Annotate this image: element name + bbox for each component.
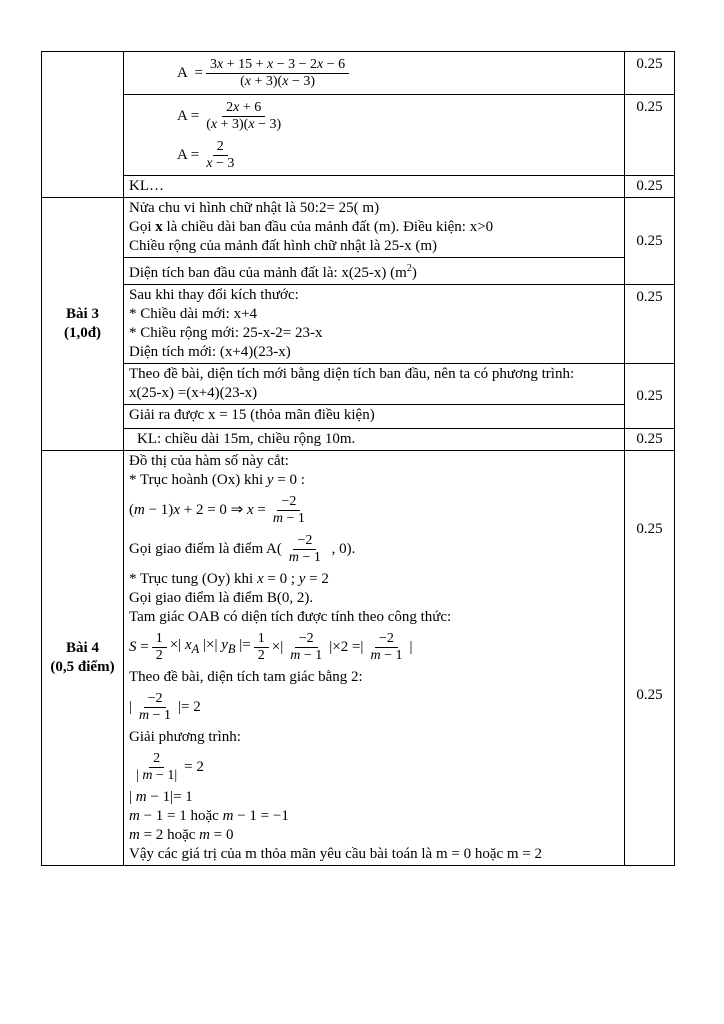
row-equation xyxy=(124,363,674,428)
block-bai2 xyxy=(42,52,674,197)
content-cell xyxy=(124,176,624,197)
points-cell xyxy=(624,451,674,865)
question-label-empty xyxy=(42,52,124,197)
fraction: $\frac{-2}{m - 1}$ xyxy=(139,691,172,723)
formula-abs-eq-2: | $\frac{-2}{m - 1}$ |= 2 xyxy=(129,691,201,723)
points-cell: 0.25 xyxy=(624,364,674,428)
fraction-denominator: (x + 3)(x − 3) xyxy=(206,117,282,132)
points-cell: 0.25 xyxy=(624,95,674,175)
solution-line-cases: m = 2 hoặc m = 0 xyxy=(129,827,234,843)
conclusion-text: Vậy các giá trị của m thỏa mãn yêu cầu bài toán là m = 0 hoặc m = 2 xyxy=(129,846,543,862)
block-bai3 xyxy=(42,197,674,450)
grading-rubric-table xyxy=(41,51,675,866)
content-cell xyxy=(124,364,624,404)
fraction: $\frac{1}{2}$ xyxy=(152,631,167,664)
formula-area: S = $\frac{1}{2}$ ×| $x_A$ |×| $y_B$ |= $\frac{1}{2}$ ×| $\frac{-2}{m - 1}$ |×2 =| $\frac{-2}{m - 1}$ | xyxy=(129,631,413,663)
points-cell: 0.25 xyxy=(624,176,674,197)
fraction xyxy=(202,100,285,133)
solution-line: * Chiều dài mới: x+4 xyxy=(129,306,258,322)
formula-lhs: A = xyxy=(177,108,200,124)
points-value: 0.25 xyxy=(636,687,663,703)
formula-lhs: A = xyxy=(177,64,203,81)
points-cell: 0.25 xyxy=(624,52,674,94)
solution-line: Diện tích mới: (x+4)(23-x) xyxy=(129,344,291,360)
points-cell: 0.25 xyxy=(624,198,674,284)
fraction: $\frac{1}{2}$ xyxy=(254,631,269,664)
fraction-denominator: (x + 3)(x − 3) xyxy=(240,73,315,89)
fraction-numerator: 2 xyxy=(213,139,228,156)
formula-a2 xyxy=(129,98,619,135)
block-bai2-rows xyxy=(124,52,674,197)
line-point-a: Gọi giao điểm là điểm A( $\frac{-2}{m - 1}$ , 0). xyxy=(129,533,356,565)
content-cell xyxy=(124,404,624,428)
solution-line: x(25-x) =(x+4)(23-x) xyxy=(129,385,258,401)
content-cell xyxy=(124,451,624,865)
row-a2 xyxy=(124,94,674,175)
solution-line-cases: m − 1 = 1 hoặc m − 1 = −1 xyxy=(129,808,289,824)
solution-line: Chiều rộng của mảnh đất hình chữ nhật là 25-x (m) xyxy=(129,238,438,254)
formula-abs-m: | m − 1|= 1 xyxy=(129,789,193,805)
fraction: $\frac{2}{| m - 1|}$ xyxy=(136,751,178,783)
solution-line: Diện tích ban đầu của mảnh đất là: x(25-x) $(m^2)$ xyxy=(129,263,417,281)
row-new-dimensions xyxy=(124,284,674,363)
formula-lhs: (m − 1)x + 2 = 0 ⇒ x = xyxy=(129,502,266,518)
solution-line: Nửa chu vi hình chữ nhật là 50:2= 25( m) xyxy=(129,200,380,216)
row-setup xyxy=(124,198,674,284)
question-number: Bài 3 xyxy=(66,306,99,322)
solution-line: Tam giác OAB có diện tích được tính theo công thức: xyxy=(129,609,452,625)
fraction-numerator: 2x + 6 xyxy=(222,100,265,117)
question-label-bai4 xyxy=(42,451,124,865)
row-kl xyxy=(124,175,674,197)
fraction: $\frac{-2}{m - 1}$ xyxy=(272,494,305,526)
points-cell: 0.25 xyxy=(624,429,674,450)
points-cell: 0.25 xyxy=(624,285,674,363)
content-cell xyxy=(124,52,624,94)
block-bai4 xyxy=(42,450,674,865)
block-bai3-rows xyxy=(124,198,674,450)
math-inline: y = 0 : xyxy=(266,472,305,488)
fraction-numerator: 3x + 15 + x − 3 − 2x − 6 xyxy=(206,57,349,74)
solution-line: * Trục hoành (Ox) khi y = 0 : xyxy=(129,472,305,488)
content-cell xyxy=(124,95,624,175)
formula-solve: $\frac{2}{| m - 1|}$ = 2 xyxy=(129,749,619,786)
question-label-bai3 xyxy=(42,198,124,450)
fraction: $\frac{-2}{m - 1}$ xyxy=(290,631,323,663)
solution-line: Gọi x là chiều dài ban đầu của mảnh đất (m). Điều kiện: x>0 xyxy=(129,219,494,235)
points-value: 0.25 xyxy=(636,521,663,537)
solution-line: Gọi giao điểm là điểm B(0, 2). xyxy=(129,590,314,606)
row-a1 xyxy=(124,52,674,94)
fraction: $\frac{-2}{m - 1}$ xyxy=(370,631,403,663)
fraction-denominator: x − 3 xyxy=(206,156,235,171)
superscript: 2 xyxy=(406,263,412,274)
formula-a1 xyxy=(129,55,352,92)
solution-line: Theo đề bài, diện tích mới bằng diện tích ban đầu, nên ta có phương trình: xyxy=(129,366,575,382)
solution-line: Giải phương trình: xyxy=(129,729,241,745)
content-cell xyxy=(124,429,624,450)
variable-x: x xyxy=(155,219,163,235)
content-cell xyxy=(124,285,624,363)
question-points: (0,5 điểm) xyxy=(50,659,115,675)
row-bai4-solution xyxy=(124,451,674,865)
block-bai4-rows xyxy=(124,451,674,865)
solution-line: Giải ra được x = 15 (thỏa mãn điều kiện) xyxy=(129,407,375,423)
solution-line: Sau khi thay đổi kích thước: xyxy=(129,287,299,303)
row-conclusion xyxy=(124,428,674,450)
solution-line: * Chiều rộng mới: 25-x-2= 23-x xyxy=(129,325,323,341)
fraction xyxy=(206,57,349,90)
fraction xyxy=(202,139,238,172)
question-points: (1,0đ) xyxy=(63,325,102,341)
solution-line: Đồ thị của hàm số này cắt: xyxy=(129,453,289,469)
conclusion-text: KL… xyxy=(129,178,164,194)
math-inline: x = 0 ; y = 2 xyxy=(256,571,329,587)
conclusion-text: KL: chiều dài 15m, chiều rộng 10m. xyxy=(137,431,356,447)
formula-intersection-x xyxy=(129,492,619,529)
solution-line: * Trục tung (Oy) khi x = 0 ; y = 2 xyxy=(129,571,329,587)
fraction: $\frac{-2}{m - 1}$ xyxy=(288,533,321,565)
question-number: Bài 4 xyxy=(66,640,99,656)
content-cell xyxy=(124,198,624,257)
content-cell xyxy=(124,257,624,284)
solution-line: Theo đề bài, diện tích tam giác bằng 2: xyxy=(129,669,363,685)
formula-a3 xyxy=(129,137,619,174)
formula-lhs: A = xyxy=(177,147,200,163)
